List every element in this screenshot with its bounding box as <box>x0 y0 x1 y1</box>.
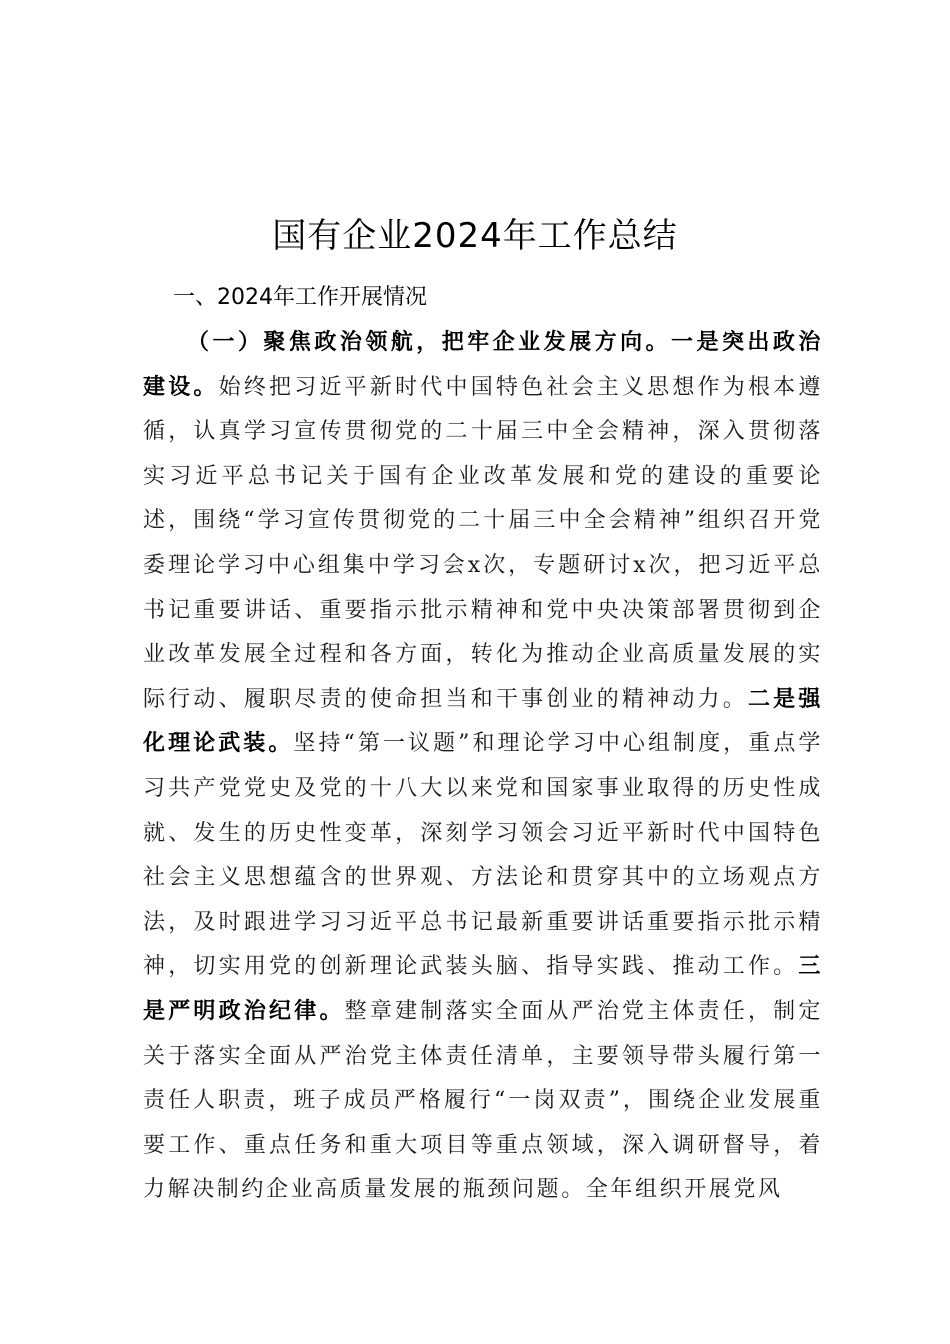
section-heading: 一、2024年工作开展情况 <box>173 285 427 310</box>
point-heading-2: 二是强化理论武装。 <box>143 686 823 757</box>
subsection-heading-1: （一）聚焦政治领航，把牢企业发展方向。一是突出政治建设。 <box>143 330 823 400</box>
body-paragraph <box>143 321 823 1213</box>
document-title: 国有企业2024年工作总结 <box>272 216 678 256</box>
paragraph-text-1: 始终把习近平新时代中国特色社会主义思想作为根本遵循，认真学习宣传贯彻党的二十届三中全会精神，深入贯彻落实习近平总书记关于国有企业改革发展和党的建设的重要论述，围绕“学习宣传贯彻党的二十届三中全会精神”组织召开党委理论学习中心组集中学习会x次，专题研讨x次，把习近平总书记重要讲话、重要指示批示精神和党中央决策部署贯彻到企业改革发展全过程和各方面，转化为推动企业高质量发展的实际行动、履职尽责的使命担当和干事创业的精神动力。 <box>143 374 823 712</box>
paragraph-text-3: 整章建制落实全面从严治党主体责任，制定关于落实全面从严治党主体责任清单，主要领导带头履行第一责任人职责，班子成员严格履行“一岗双责”，围绕企业发展重要工作、重点任务和重大项目等重点领域，深入调研督导，着力解决制约企业高质量发展的瓶颈问题。全年组织开展党风 <box>143 998 823 1203</box>
paragraph-text-2: 坚持“第一议题”和理论学习中心组制度，重点学习共产党党史及党的十八大以来党和国家事业取得的历史性成就、发生的历史性变革，深刻学习领会习近平新时代中国特色社会主义思想蕴含的世界观、方法论和贯穿其中的立场观点方法，及时跟进学习习近平总书记最新重要讲话重要指示批示精神，切实用党的创新理论武装头脑、指导实践、推动工作。 <box>143 731 823 980</box>
point-heading-3: 三是严明政治纪律。 <box>143 954 823 1024</box>
